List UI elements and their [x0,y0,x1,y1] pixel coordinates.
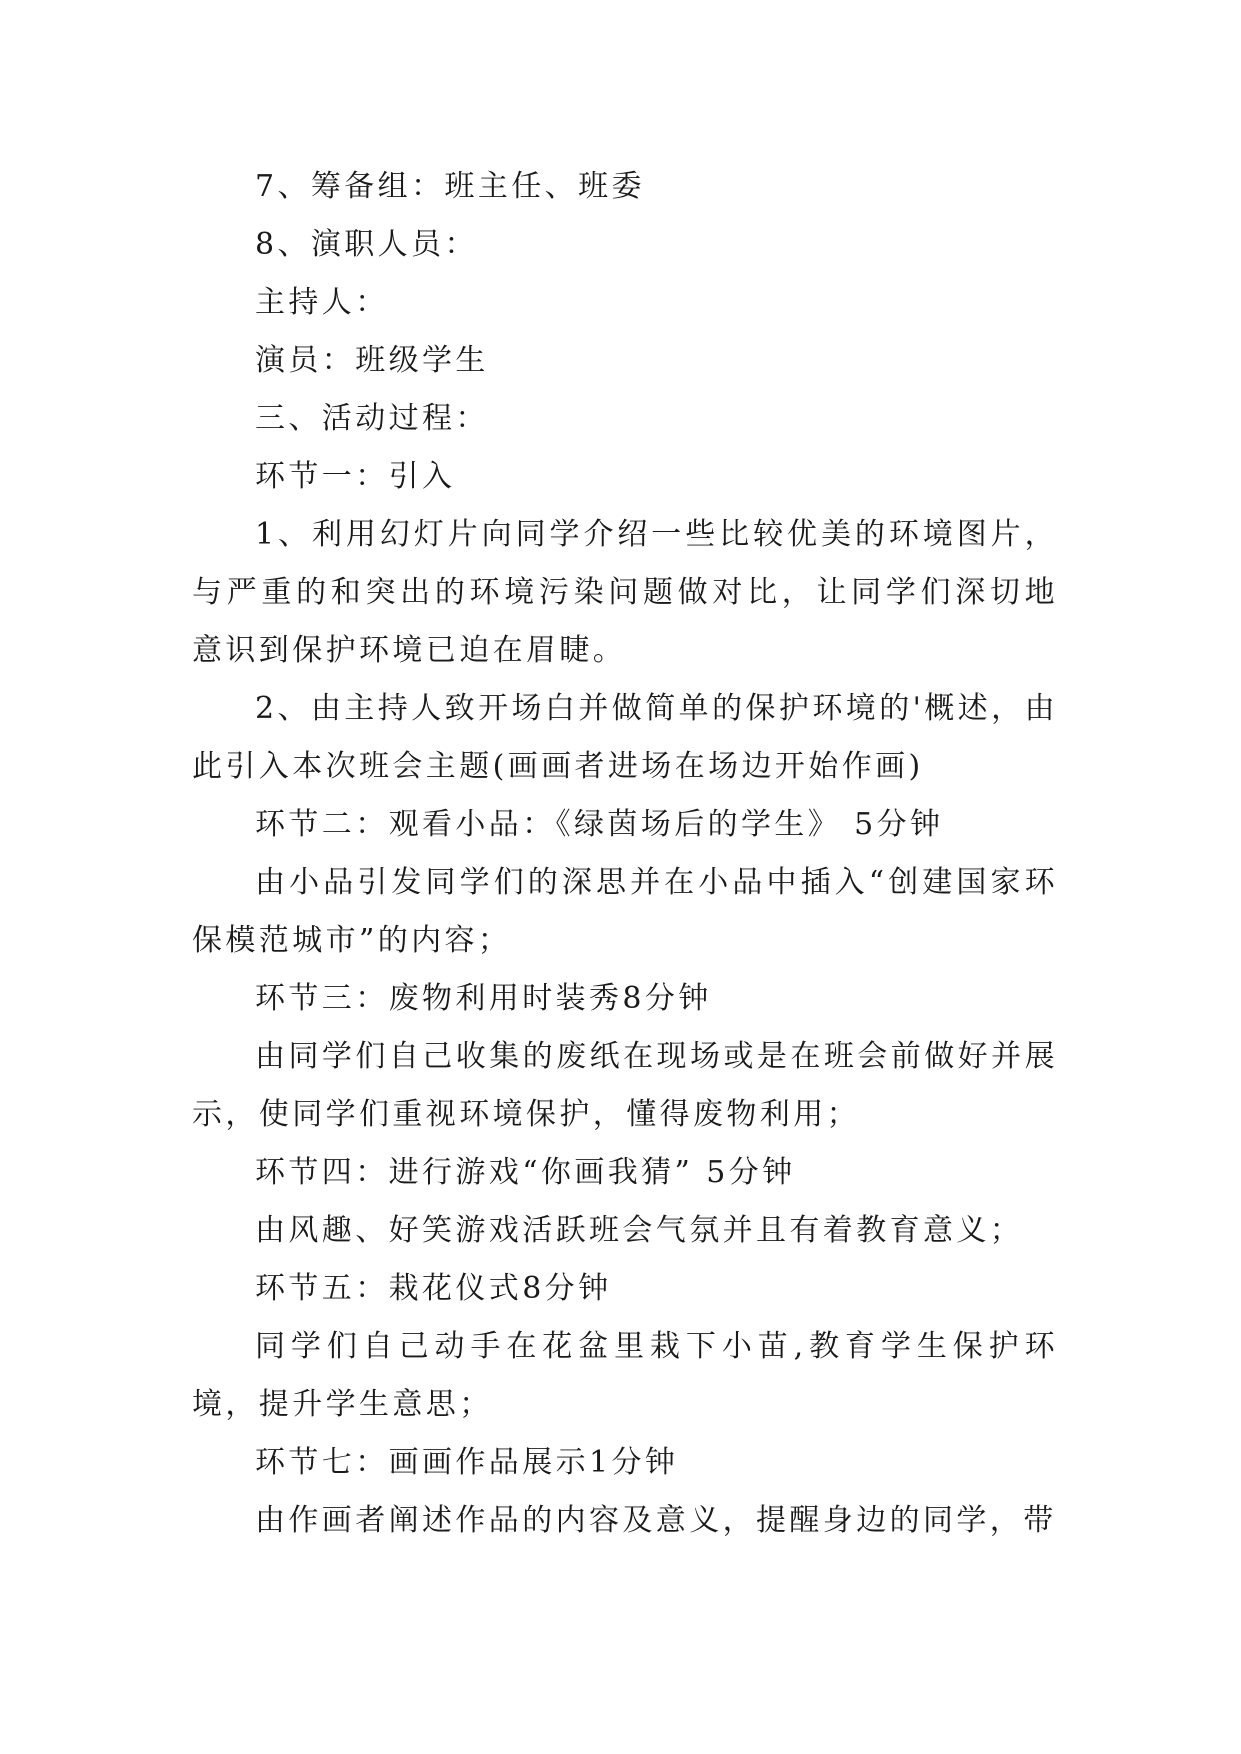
step-3-heading: 环节三：废物利用时装秀8分钟 [255,981,712,1016]
paragraph-performers: 演员：班级学生 [255,343,489,378]
step-2-heading: 环节二：观看小品：《绿茵场后的学生》 5分钟 [255,807,944,842]
step-1-heading: 环节一：引入 [255,459,456,494]
paragraph-cast-heading: 8、演职人员： [255,227,478,262]
section-heading-activity-process: 三、活动过程： [255,401,489,436]
paragraph-host: 主持人： [255,285,389,320]
paragraph-slides-intro: 1、利用幻灯片向同学介绍一些比较优美的环境图片，与严重的和突出的环境污染问题做对比，让同学们深切地意识到保护环境已迫在眉睫。 [192,517,1058,668]
paragraph-game-description: 由风趣、好笑游戏活跃班会气氛并且有着教育意义； [255,1213,1024,1248]
document-body [192,158,1058,1550]
step-4-heading: 环节四：进行游戏“你画我猜” 5分钟 [255,1155,796,1190]
paragraph-skit-description: 由小品引发同学们的深思并在小品中插入“创建国家环保模范城市”的内容； [192,865,1058,958]
paragraph-preparation-group: 7、筹备组：班主任、班委 [255,169,645,204]
step-7-heading: 环节七：画画作品展示1分钟 [255,1445,679,1480]
paragraph-artwork-explanation: 由作画者阐述作品的内容及意义，提醒身边的同学，带 [255,1503,1057,1538]
step-5-heading: 环节五：栽花仪式8分钟 [255,1271,612,1306]
paragraph-fashion-show: 由同学们自己收集的废纸在现场或是在班会前做好并展示，使同学们重视环境保护，懂得废物利用； [192,1039,1058,1132]
paragraph-host-opening: 2、由主持人致开场白并做简单的保护环境的'概述，由此引入本次班会主题(画画者进场在场边开始作画) [192,691,1058,784]
paragraph-planting: 同学们自己动手在花盆里栽下小苗,教育学生保护环境，提升学生意思； [192,1329,1058,1422]
